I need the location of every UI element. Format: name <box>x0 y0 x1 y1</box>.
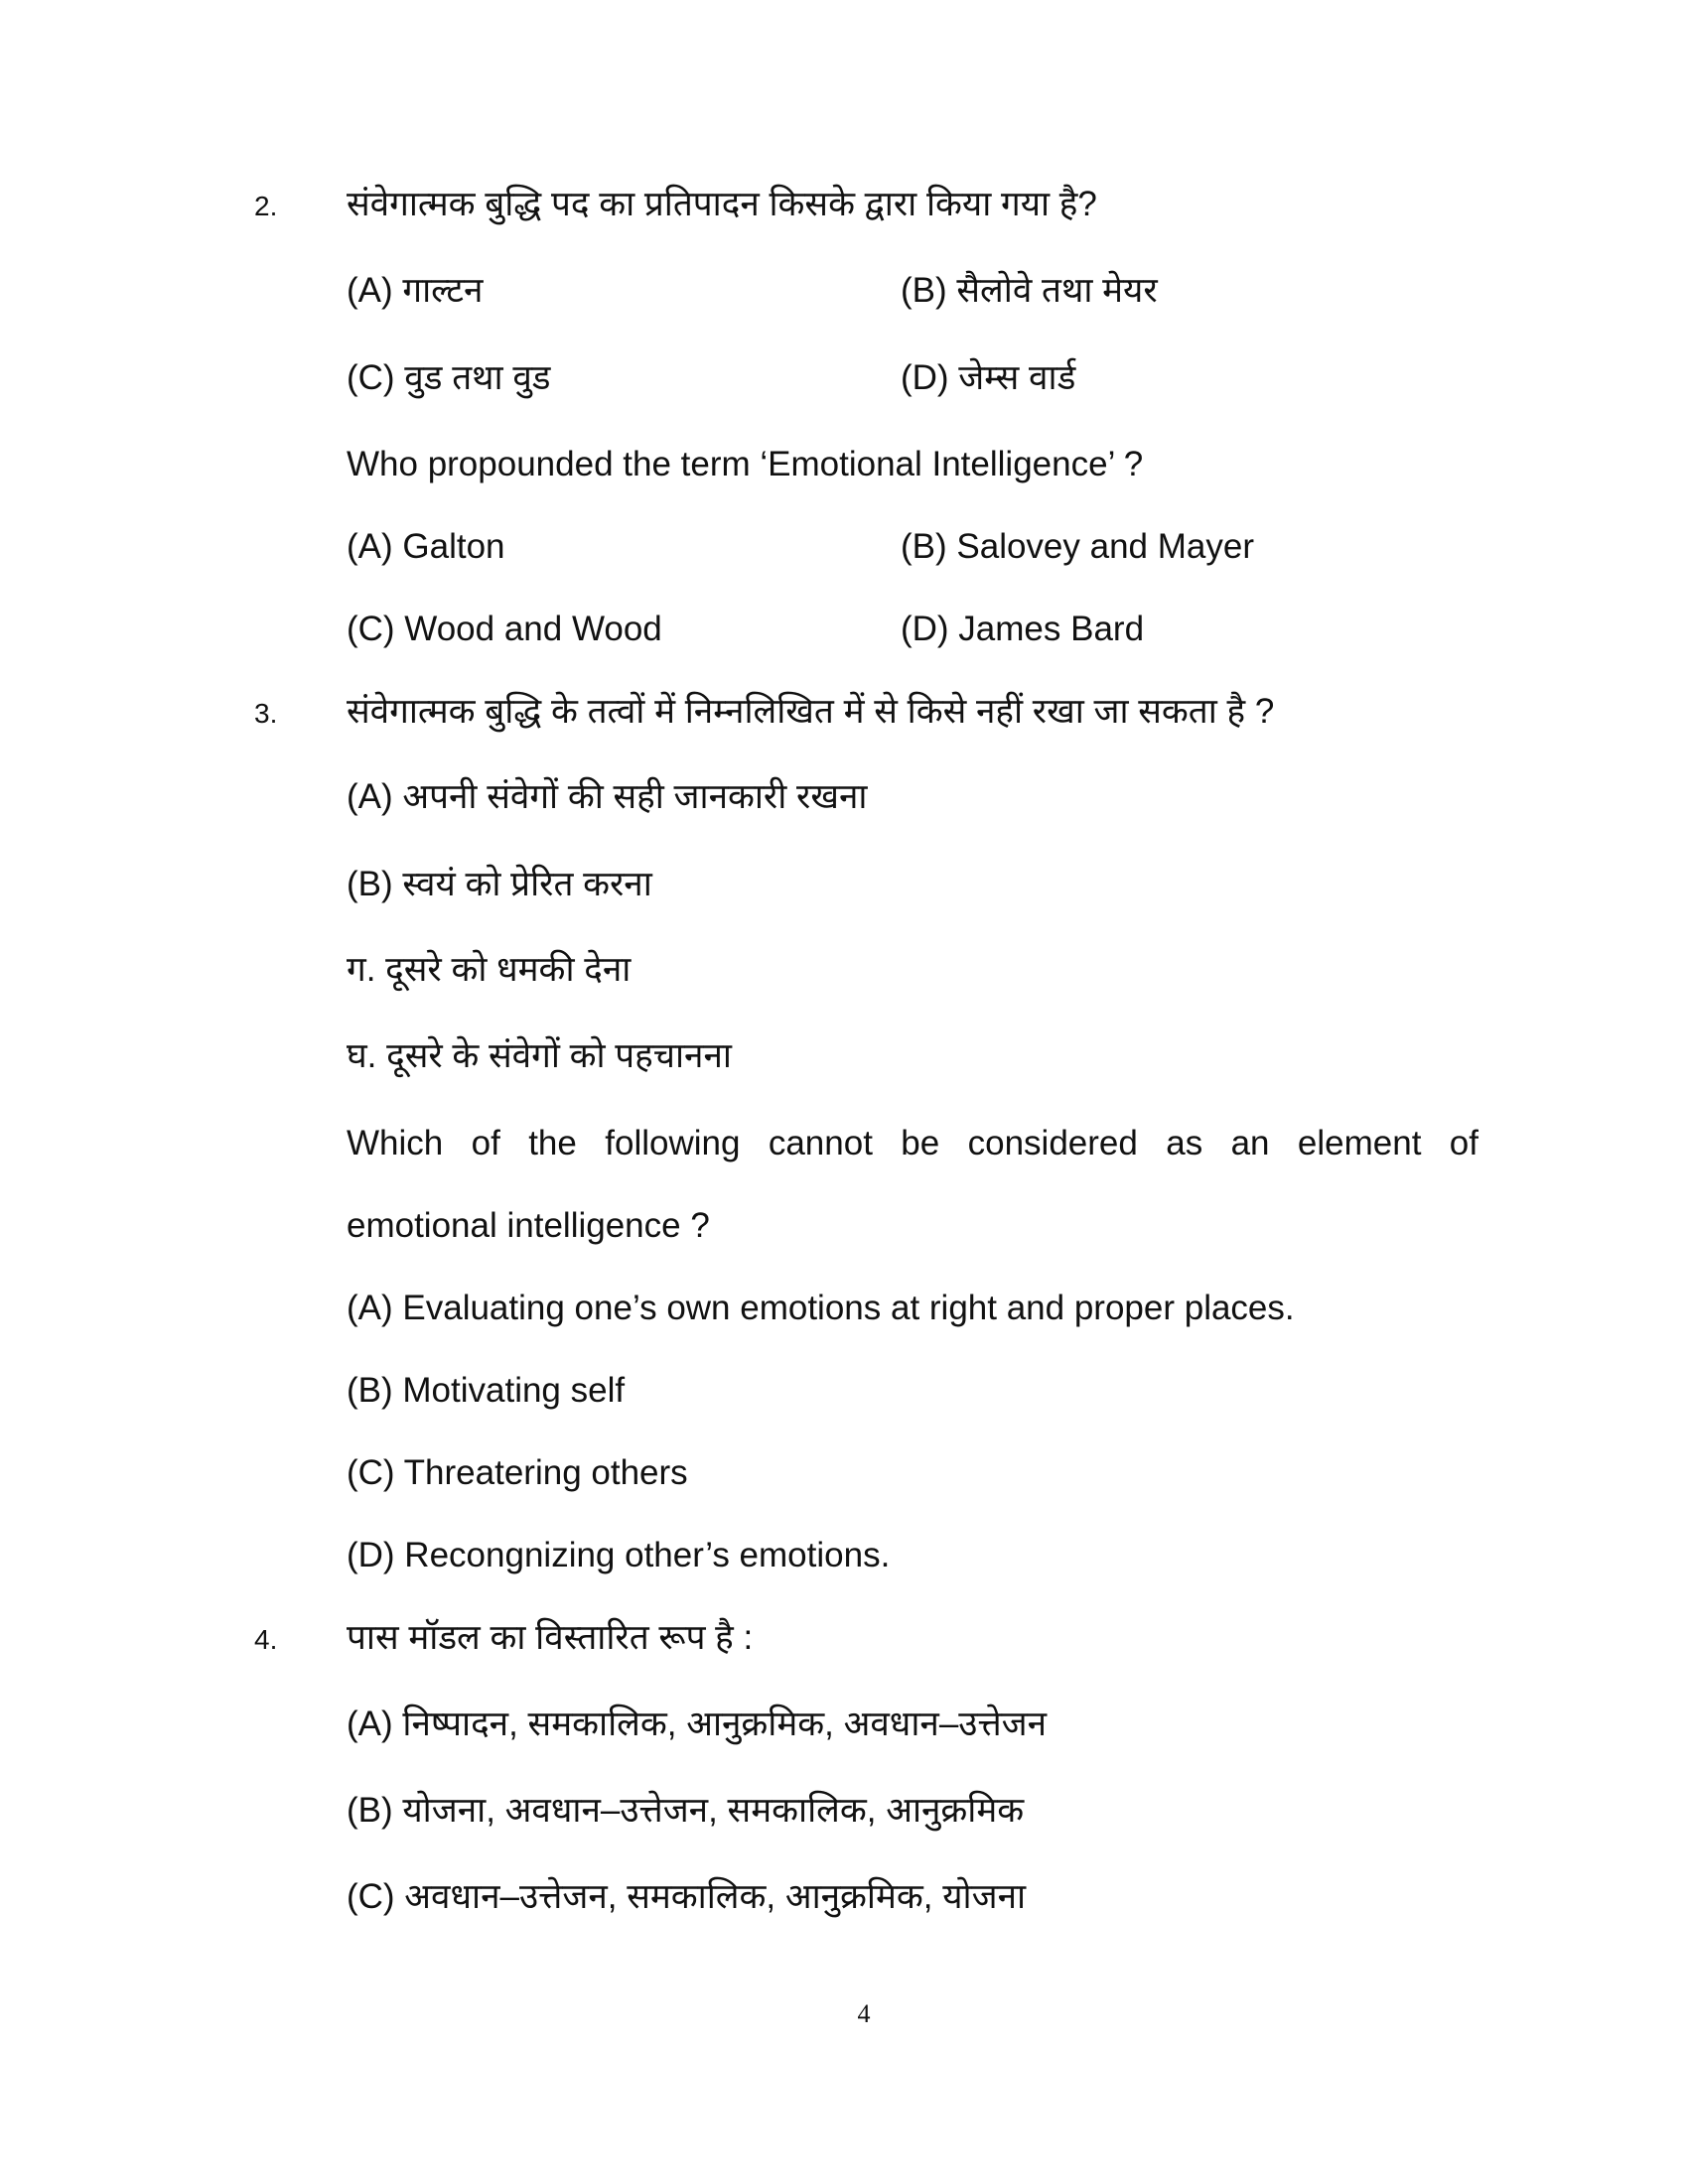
option-c-english: (C) Threatering others <box>347 1453 688 1492</box>
option-d-english: (D) James Bard <box>901 610 1145 648</box>
option-b-hindi: (B) सैलोवे तथा मेयर <box>901 271 1158 310</box>
option-c-hindi: (C) अवधान–उत्तेजन, समकालिक, आनुक्रमिक, योजना <box>347 1877 1027 1916</box>
option-b-english: (B) Salovey and Mayer <box>901 527 1254 566</box>
question-number: 3. <box>254 698 278 729</box>
option-a-english: (A) Evaluating one’s own emotions at right and proper places. <box>347 1289 1295 1327</box>
question-text-hindi: पास मॉडल का विस्तारित रूप है : <box>347 1618 754 1657</box>
question-number: 2. <box>254 191 278 221</box>
option-a-hindi: (A) निष्पादन, समकालिक, आनुक्रमिक, अवधान–उत्तेजन <box>347 1705 1048 1743</box>
option-a-english: (A) Galton <box>347 527 505 566</box>
question-text-english: Who propounded the term ‘Emotional Intelligence’ ? <box>347 445 1144 483</box>
question-text-hindi: संवेगात्मक बुद्धि पद का प्रतिपादन किसके द्वारा किया गया है? <box>347 185 1097 223</box>
option-d-hindi: (D) जेम्स वार्ड <box>901 358 1076 397</box>
page-number: 4 <box>857 1999 871 2028</box>
question-text-english-line1: Which of the following cannot be considered as an element of <box>347 1124 1478 1162</box>
option-b-english: (B) Motivating self <box>347 1371 626 1410</box>
option-b-hindi: (B) स्वयं को प्रेरित करना <box>347 865 652 903</box>
option-a-hindi: (A) अपनी संवेगों की सही जानकारी रखना <box>347 777 868 816</box>
question-text-english-line2: emotional intelligence ? <box>347 1206 710 1245</box>
option-d-hindi: घ. दूसरे के संवेगों को पहचानना <box>347 1036 732 1075</box>
option-b-hindi: (B) योजना, अवधान–उत्तेजन, समकालिक, आनुक्रमिक <box>347 1791 1025 1830</box>
option-c-hindi: ग. दूसरे को धमकी देना <box>347 950 632 989</box>
option-a-hindi: (A) गाल्टन <box>347 271 484 310</box>
question-text-hindi: संवेगात्मक बुद्धि के तत्वों में निम्नलिखित में से किसे नहीं रखा जा सकता है ? <box>347 692 1275 731</box>
question-number: 4. <box>254 1624 278 1655</box>
option-d-english: (D) Recongnizing other’s emotions. <box>347 1536 891 1574</box>
option-c-english: (C) Wood and Wood <box>347 610 662 648</box>
option-c-hindi: (C) वुड तथा वुड <box>347 358 551 397</box>
